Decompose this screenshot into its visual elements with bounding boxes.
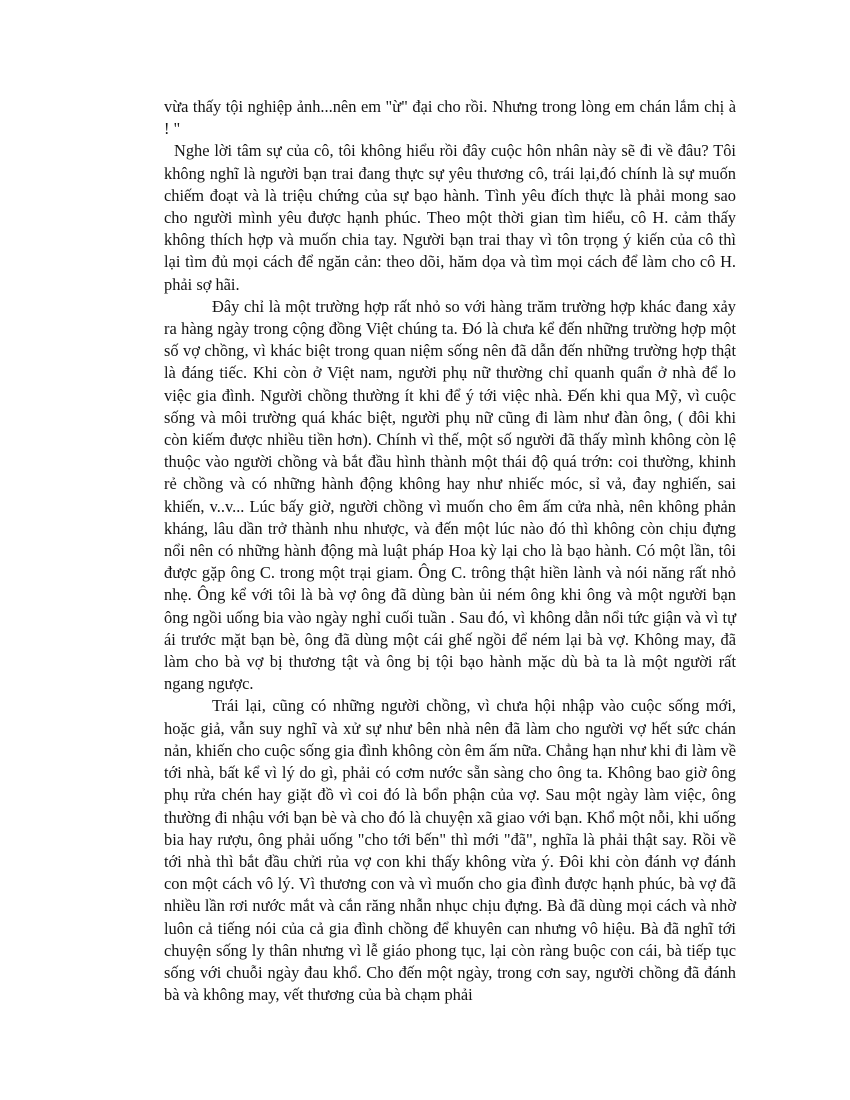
paragraph-reflection: Nghe lời tâm sự của cô, tôi không hiểu rồi đây cuộc hôn nhân này sẽ đi về đâu? Tôi không nghĩ là người bạn trai đang thực sự yêu thương cô, trái lại,đó chính là sự muốn chiếm đoạt và là triệu chứng của sự bạo hành. Tình yêu đích thực là phải mong sao cho người mình yêu được hạnh phúc. Theo một thời gian tìm hiểu, cô H. cảm thấy không thích hợp và muốn chia tay. Người bạn trai thay vì tôn trọng ý kiến của cô thì lại tìm đủ mọi cách để ngăn cản: theo dõi, hăm dọa và tìm mọi cách để làm cho cô H. phải sợ hãi. xyxy=(164,141,736,294)
paragraph-case-husband: Đây chỉ là một trường hợp rất nhỏ so với hàng trăm trường hợp khác đang xảy ra hàng ngày trong cộng đồng Việt chúng ta. Đó là chưa kể đến những trường hợp một số vợ chồng, vì khác biệt trong quan niệm sống nên đã dẫn đến những trường hợp thật là đáng tiếc. Khi còn ở Việt nam, người phụ nữ thường chỉ quanh quẩn ở nhà để lo việc gia đình. Người chồng thường ít khi để ý tới việc nhà. Đến khi qua Mỹ, vì cuộc sống và môi trường quá khác biệt, người phụ nữ cũng đi làm như đàn ông, ( đôi khi còn kiếm được nhiều tiền hơn). Chính vì thế, một số người đã thấy mình không còn lệ thuộc vào người chồng và bắt đầu hình thành một thái độ quá trớn: coi thường, khinh rẻ chồng và có những hành động không hay như nhiếc móc, sỉ vả, đay nghiến, sai khiến, v..v... Lúc bấy giờ, người chồng vì muốn cho êm ấm cửa nhà, nên không phản kháng, lâu dần trở thành nhu nhược, và đến một lúc nào đó thì không còn chịu đựng nổi nên có những hành động mà luật pháp Hoa kỳ lại cho là bạo hành. Có một lần, tôi được gặp ông C. trong một trại giam. Ông C. trông thật hiền lành và nói năng rất nhỏ nhẹ. Ông kể với tôi là bà vợ ông đã dùng bàn ủi ném ông khi ông và một người bạn ông ngồi uống bia vào ngày nghỉ cuối tuần . Sau đó, vì không dằn nổi tức giận và vì tự ái trước mặt bạn bè, ông đã dùng một cái ghế ngồi để ném lại bà vợ. Không may, đã làm cho bà vợ bị thương tật và ông bị tội bạo hành mặc dù bà ta là một người rất ngang ngược. xyxy=(164,296,736,694)
paragraph-case-wife: Trái lại, cũng có những người chồng, vì chưa hội nhập vào cuộc sống mới, hoặc giả, vẫn suy nghĩ và xử sự như bên nhà nên đã làm cho người vợ hết sức chán nản, khiến cho cuộc sống gia đình không còn êm ấm nữa. Chẳng hạn như khi đi làm về tới nhà, bất kể vì lý do gì, phải có cơm nước sẵn sàng cho ông ta. Không bao giờ ông phụ rửa chén hay giặt đồ vì coi đó là bổn phận của vợ. Sau một ngày làm việc, ông thường đi nhậu với bạn bè và cho đó là chuyện xã giao với bạn. Khổ một nỗi, khi uống bia hay rượu, ông phải uống "cho tới bến" thì mới "đã", nghĩa là phải thật say. Rồi về tới nhà thì bắt đầu chửi rủa vợ con khi thấy không vừa ý. Đôi khi còn đánh vợ đánh con một cách vô lý. Vì thương con và vì muốn cho gia đình được hạnh phúc, bà vợ đã nhiều lần rơi nước mắt và cắn răng nhẫn nhục chịu đựng. Bà đã dùng mọi cách và nhờ luôn cả tiếng nói của cả gia đình chồng để khuyên can nhưng vô hiệu. Bà đã nghĩ tới chuyện sống ly thân nhưng vì lễ giáo phong tục, lại còn ràng buộc con cái, bà tiếp tục sống với chuỗi ngày đau khổ. Cho đến một ngày, trong cơn say, người chồng đã đánh bà và không may, vết thương của bà chạm phải xyxy=(164,696,736,1005)
paragraph-continuation: vừa thấy tội nghiệp ảnh...nên em "ừ" đại cho rồi. Nhưng trong lòng em chán lắm chị à ! " xyxy=(164,97,736,139)
body-text xyxy=(164,96,736,1006)
